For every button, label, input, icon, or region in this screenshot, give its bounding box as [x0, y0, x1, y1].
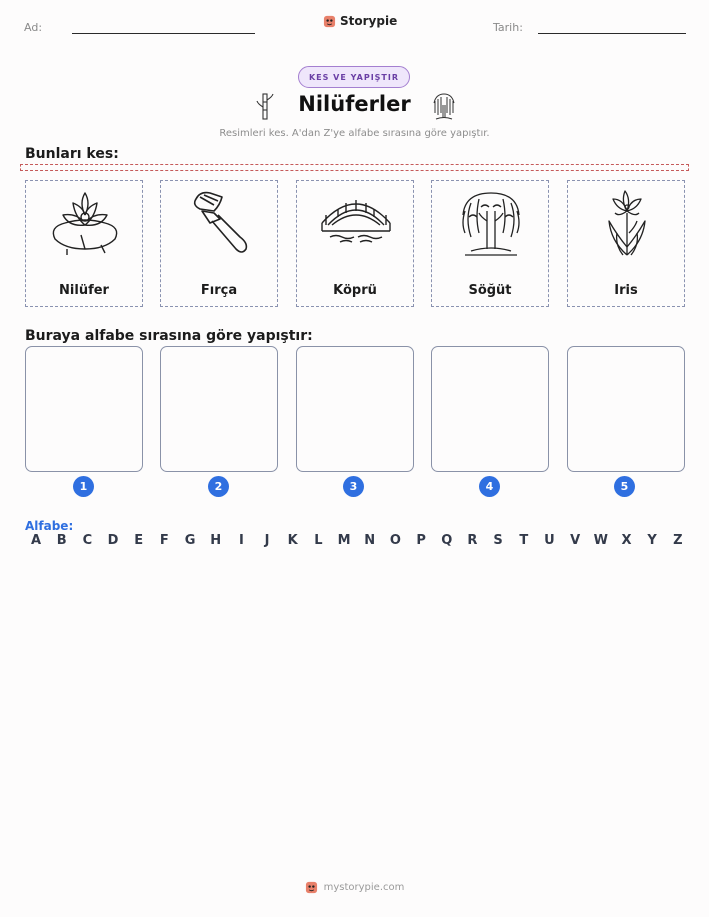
- cut-card-label: Söğüt: [468, 283, 512, 298]
- alphabet-letter: E: [134, 533, 144, 548]
- alphabet-letter: S: [493, 533, 503, 548]
- willow-small-icon: [430, 91, 458, 121]
- cut-card-4[interactable]: [431, 180, 549, 307]
- alphabet-letter: Q: [441, 533, 453, 548]
- alphabet-letter: P: [416, 533, 426, 548]
- alphabet-letter: D: [107, 533, 119, 548]
- alphabet-letter: G: [184, 533, 196, 548]
- slot-number-2: 2: [208, 476, 229, 497]
- footer: [0, 881, 709, 894]
- footer-site[interactable]: mystorypie.com: [323, 882, 405, 893]
- alphabet-letter: M: [337, 533, 351, 548]
- page-title: Nilüferler: [298, 92, 411, 116]
- paste-heading: Buraya alfabe sırasına göre yapıştır:: [25, 328, 313, 344]
- brand-name: Storypie: [340, 14, 398, 28]
- cut-card-label: Köprü: [333, 283, 377, 298]
- cut-card-3[interactable]: [296, 180, 414, 307]
- cut-card-label: Fırça: [200, 283, 238, 298]
- alphabet-letter: X: [621, 533, 632, 548]
- alphabet-letter: H: [210, 533, 222, 548]
- alphabet-letter: U: [544, 533, 555, 548]
- alphabet-letter: I: [238, 533, 244, 548]
- alphabet-letter: F: [159, 533, 169, 548]
- alphabet-letter: B: [56, 533, 67, 548]
- alphabet-label: Alfabe:: [25, 519, 74, 533]
- slot-number-1: 1: [73, 476, 94, 497]
- cut-heading: Bunları kes:: [25, 146, 119, 162]
- instructions: Resimleri kes. A'dan Z'ye alfabe sırasına göre yapıştır.: [219, 128, 490, 139]
- paintbrush-icon: [180, 187, 260, 259]
- slot-number-4: 4: [479, 476, 500, 497]
- paste-slot-3[interactable]: [296, 346, 414, 472]
- bridge-icon: [316, 187, 396, 257]
- alphabet-letter: V: [570, 533, 581, 548]
- willow-tree-icon: [451, 187, 531, 259]
- paste-slot-2[interactable]: [160, 346, 278, 472]
- storypie-logo-icon: [323, 15, 336, 28]
- cut-card-1[interactable]: [25, 180, 143, 307]
- iris-flower-icon: [587, 187, 667, 259]
- water-lily-icon: [45, 187, 125, 257]
- paste-slot-1[interactable]: [25, 346, 143, 472]
- cut-card-5[interactable]: [567, 180, 685, 307]
- cut-card-2[interactable]: [160, 180, 278, 307]
- cut-card-label: Iris: [614, 283, 638, 298]
- name-line[interactable]: [72, 33, 255, 34]
- alphabet-letter: K: [287, 533, 298, 548]
- slot-number-5: 5: [614, 476, 635, 497]
- date-line[interactable]: [538, 33, 686, 34]
- slot-number-3: 3: [343, 476, 364, 497]
- cut-card-label: Nilüfer: [59, 283, 109, 298]
- alphabet-letter: W: [593, 533, 608, 548]
- alphabet-letter: N: [364, 533, 376, 548]
- paste-slot-5[interactable]: [567, 346, 685, 472]
- alphabet-letter: T: [519, 533, 529, 548]
- activity-badge: KES VE YAPIŞTIR: [298, 66, 410, 88]
- name-label: Ad:: [24, 21, 43, 34]
- brand-logo: [323, 14, 397, 28]
- date-label: Tarih:: [493, 21, 523, 34]
- storypie-logo-icon: [305, 881, 318, 894]
- alphabet-letter: Z: [673, 533, 683, 548]
- paste-slot-4[interactable]: [431, 346, 549, 472]
- cut-line: [20, 164, 689, 171]
- alphabet-letter: Y: [647, 533, 657, 548]
- alphabet-letter: O: [389, 533, 401, 548]
- alphabet-letter: J: [264, 533, 270, 548]
- alphabet-letter: L: [314, 533, 323, 548]
- alphabet-letter: A: [30, 533, 42, 548]
- alphabet-row: [27, 533, 687, 548]
- alphabet-letter: R: [467, 533, 478, 548]
- alphabet-letter: C: [82, 533, 93, 548]
